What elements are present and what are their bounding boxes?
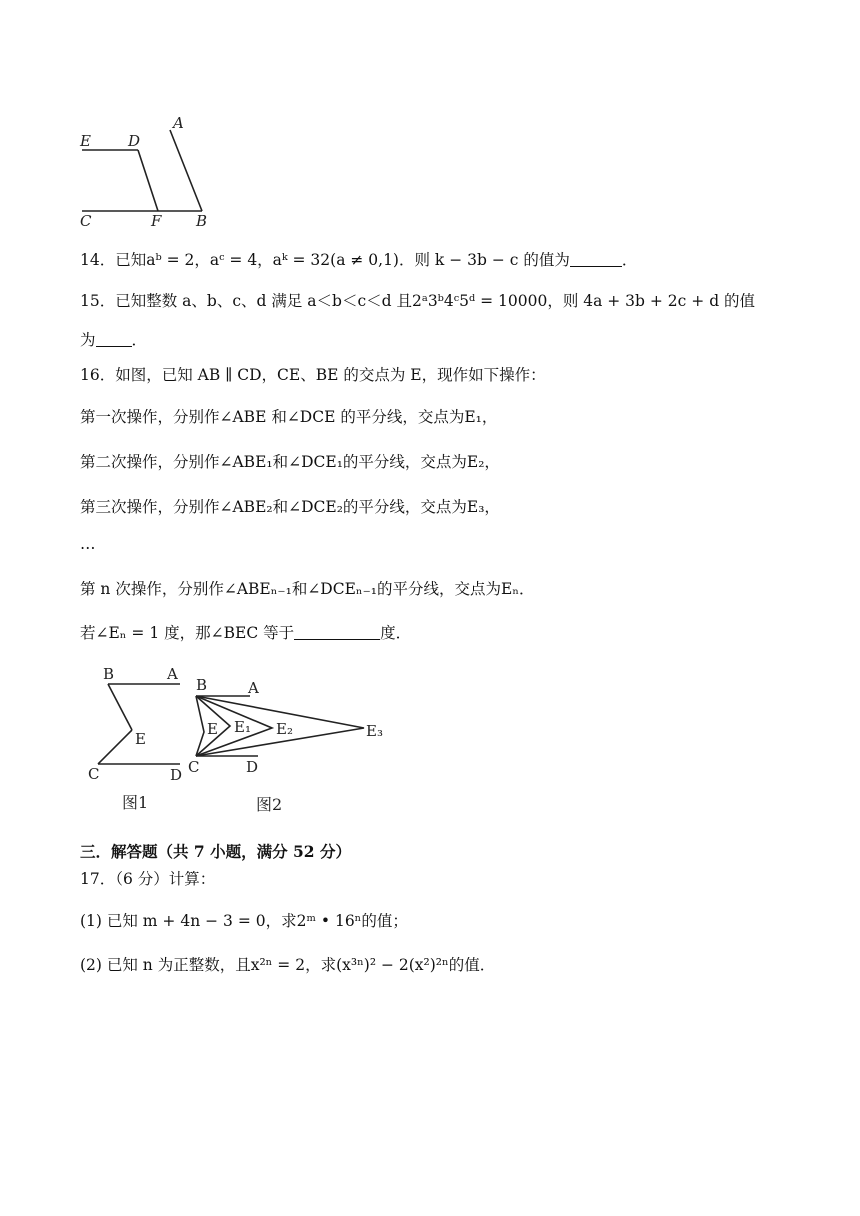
question-text-cont: 为 xyxy=(80,331,96,349)
answer-blank xyxy=(294,625,380,640)
fig2-label-E3: E₃ xyxy=(366,722,383,740)
question-14 xyxy=(80,249,637,271)
question-number: 16． xyxy=(80,366,116,384)
question-text: 若∠Eₙ = 1 度，那∠BEC 等于 xyxy=(80,624,295,642)
figure-1-2 xyxy=(80,660,410,820)
fig1-label-C: C xyxy=(88,765,100,783)
question-number: 15． xyxy=(80,292,116,310)
question-16-line5: 第 n 次操作，分别作∠ABEₙ₋₁和∠DCEₙ₋₁的平分线，交点为Eₙ． xyxy=(80,580,535,598)
fig2-label-E2: E₂ xyxy=(276,720,293,738)
fig1-caption: 图1 xyxy=(122,793,149,812)
fig2-label-B: B xyxy=(196,676,208,694)
point-label-B: B xyxy=(196,212,208,230)
question-text: 如图，已知 AB ∥ CD，CE、BE 的交点为 E，现作如下操作： xyxy=(115,366,546,384)
question-16-line6 xyxy=(80,622,411,644)
point-label-A: A xyxy=(173,114,184,132)
answer-blank xyxy=(570,252,622,267)
question-number: 14． xyxy=(80,251,116,269)
point-label-E: E xyxy=(80,132,91,150)
figure-1-lines xyxy=(98,684,180,764)
question-16-ellipsis: … xyxy=(80,535,96,553)
question-text: 已知整数 a、b、c、d 满足 a＜b＜c＜d 且2ᵃ3ᵇ4ᶜ5ᵈ = 10000，则 4a + 3b + 2c + d 的值 xyxy=(115,292,756,310)
fig2-label-D: D xyxy=(246,758,259,776)
point-label-D: D xyxy=(128,132,141,150)
question-16-line2: 第一次操作，分别作∠ABE 和∠DCE 的平分线，交点为E₁， xyxy=(80,408,498,426)
point-label-F: F xyxy=(151,212,162,230)
fig2-caption: 图2 xyxy=(256,795,283,814)
question-16-line3: 第二次操作，分别作∠ABE₁和∠DCE₁的平分线，交点为E₂， xyxy=(80,453,500,471)
question-end: ． xyxy=(131,331,148,349)
question-text-end: 度． xyxy=(380,624,412,642)
fig2-label-A: A xyxy=(248,679,259,697)
section-3-heading: 三．解答题（共 7 小题，满分 52 分） xyxy=(80,842,351,861)
fig1-label-B: B xyxy=(103,665,115,683)
question-text: 已知aᵇ = 2，aᶜ = 4，aᵏ = 32(a ≠ 0,1)．则 k − 3b − c 的值为 xyxy=(115,251,570,269)
fig1-label-D: D xyxy=(170,766,183,784)
question-15-line2 xyxy=(80,329,147,351)
question-16-line1 xyxy=(80,364,546,386)
figure-parallel-lines xyxy=(70,110,230,235)
fig2-label-E1: E₁ xyxy=(234,718,251,736)
question-17-part1: (1) 已知 m + 4n − 3 = 0，求2ᵐ • 16ⁿ的值； xyxy=(80,912,408,930)
question-15 xyxy=(80,290,755,312)
answer-blank xyxy=(96,332,132,347)
fig1-label-A: A xyxy=(167,665,178,683)
question-end: ． xyxy=(621,251,638,269)
question-16-line4: 第三次操作，分别作∠ABE₂和∠DCE₂的平分线，交点为E₃， xyxy=(80,498,500,516)
question-17-part2: (2) 已知 n 为正整数，且x²ⁿ = 2，求(x³ⁿ)² − 2(x²)²ⁿ的值． xyxy=(80,956,496,974)
question-17-header: 17．（6 分）计算： xyxy=(80,870,216,888)
fig1-label-E: E xyxy=(135,730,146,748)
fig2-label-E: E xyxy=(207,720,218,738)
point-label-C: C xyxy=(80,212,92,230)
fig2-label-C: C xyxy=(188,758,200,776)
